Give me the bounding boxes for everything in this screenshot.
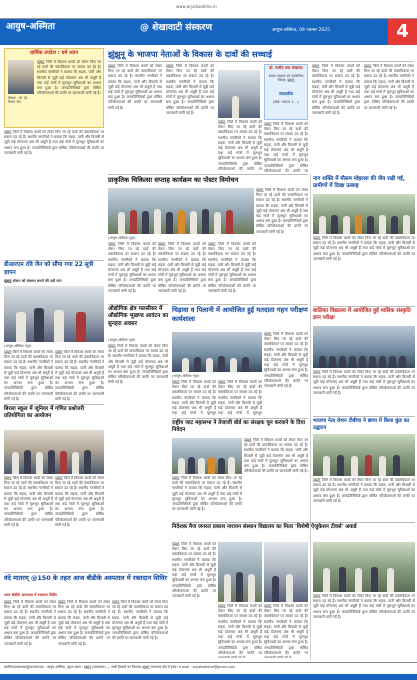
main-headline: झुंझुनू के भाजपा नेताओं के विकास के दावों की सच्चाई	[108, 49, 272, 59]
rule-s9	[313, 416, 415, 417]
main-story-col2: झुंझुनू जिले में विकास कार्यों को लेकर किए जा रहे दावों की वास्तविकता पर सवाल उठ रहे हैं। स्थानीय नागरिकों ने बताया कि सड़क, पानी और बिजली से जुड़ी कई योजनाएं अब भी अधूरी हैं तथा कई गांवों में मूलभूत सुविधाओं का अभाव बना हुआ है। जनप्रतिनिधियों द्वारा घोषित परियोजनाओं की प्रगति पर जानकारी मांगी गई है।	[166, 64, 214, 115]
story1-text-right: झुंझुनू जिले में विकास कार्यों को लेकर किए जा रहे दावों की वास्तविकता पर सवाल उठ रहे हैं। स्थानीय नागरिकों ने बताया कि सड़क, पानी और बिजली से जुड़ी कई योजनाएं अब भी अधूरी हैं तथा कई गांवों में मूलभूत सुविधाओं का अभाव बना हुआ है। जनप्रतिनिधियों द्वारा घोषित परियोजनाओं की प्रगति पर जानकारी मांगी गई है।	[256, 188, 308, 234]
story9-headline: भाजपा नेता रोशन टीबीया ने छापा में किया कुंड का उद्घाटन	[313, 418, 410, 431]
rule-s3	[108, 304, 168, 305]
author-photo	[8, 60, 34, 94]
main-story-col1: झुंझुनू जिले में विकास कार्यों को लेकर किए जा रहे दावों की वास्तविकता पर सवाल उठ रहे हैं। स्थानीय नागरिकों ने बताया कि सड़क, पानी और बिजली से जुड़ी कई योजनाएं अब भी अधूरी हैं तथा कई गांवों में मूलभूत सुविधाओं का अभाव बना हुआ है। जनप्रतिनिधियों द्वारा घोषित परियोजनाओं की प्रगति पर जानकारी मांगी गई है।	[108, 64, 162, 110]
rule-s1	[108, 174, 308, 175]
story1-col3: झुंझुनू जिले में विकास कार्यों को लेकर किए जा रहे दावों की वास्तविकता पर सवाल उठ रहे हैं। स्थानीय नागरिकों ने बताया कि सड़क, पानी और बिजली से जुड़ी कई योजनाएं अब भी अधूरी हैं तथा कई गांवों में मूलभूत सुविधाओं का अभाव बना हुआ है। जनप्रतिनिधियों द्वारा घोषित परियोजनाओं की प्रगति पर जानकारी मांगी गई है।	[208, 242, 256, 293]
feature-line1: डॉ. राजीव तथा शेखावत	[269, 65, 303, 70]
story10-photo2	[264, 542, 308, 602]
page-number-badge: 4	[388, 19, 417, 45]
rule-s10	[172, 522, 415, 523]
story10-photo	[218, 542, 262, 602]
story10-headline: निदेशक मैज जनरल प्रकाश नारायन संस्थान विद्यालय का मिला 'विशेषी ऐजुकेशन टीवर्स' अवार्ड	[172, 524, 357, 530]
story6-headline: बिरला स्कूल में जूनियर में गणित प्रश्नोत्तरी प्रतियोगिता का आयोजन	[4, 406, 85, 420]
story6-col1: झुंझुनू जिले में विकास कार्यों को लेकर किए जा रहे दावों की वास्तविकता पर सवाल उठ रहे हैं। स्थानीय नागरिकों ने बताया कि सड़क, पानी और बिजली से जुड़ी कई योजनाएं अब भी अधूरी हैं तथा कई गांवों में मूलभूत सुविधाओं का अभाव बना हुआ है। जनप्रतिनिधियों द्वारा घोषित परियोजनाओं की प्रगति पर जानकारी मांगी गई है।	[4, 476, 53, 527]
headline-rule	[108, 61, 414, 62]
story6-photo	[4, 430, 104, 474]
main-story-col3: झुंझुनू जिले में विकास कार्यों को लेकर किए जा रहे दावों की वास्तविकता पर सवाल उठ रहे हैं। स्थानीय नागरिकों ने बताया कि सड़क, पानी और बिजली से जुड़ी कई योजनाएं अब भी अधूरी हैं तथा कई गांवों में मूलभूत सुविधाओं का अभाव बना हुआ है। जनप्रतिनिधियों द्वारा घोषित परियोजनाओं की प्रगति पर	[218, 120, 262, 171]
sidebar-title: धार्मिक उपदेश : धर्म ध्यान	[29, 50, 78, 56]
story2-subhead: झुंझुनूं स्टेशन को जंक्शन बनाने की उठी मांग	[4, 279, 62, 283]
left-story-text: झुंझुनू जिले में विकास कार्यों को लेकर किए जा रहे दावों की वास्तविकता पर सवाल उठ रहे हैं। स्थानीय नागरिकों ने बताया कि सड़क, पानी और बिजली से जुड़ी कई योजनाएं अब भी अधूरी हैं तथा कई गांवों में मूलभूत सुविधाओं का अभाव बना हुआ है। जनप्रतिनिधियों द्वारा घोषित परियोजनाओं की प्रगति पर जानकारी मांगी गई है।	[4, 130, 104, 155]
rule-s2	[4, 260, 104, 261]
story4-col2: झुंझुनू जिले में विकास कार्यों को लेकर किए जा रहे दावों की वास्तविकता पर सवाल उठ रहे हैं। स्थानीय नागरिकों ने बताया कि सड़क, पानी और बिजली से जुड़ी कई योजनाएं अब भी अधूरी हैं तथा कई गांवों में मूलभूत	[218, 380, 262, 416]
story1-col2: झुंझुनू जिले में विकास कार्यों को लेकर किए जा रहे दावों की वास्तविकता पर सवाल उठ रहे हैं। स्थानीय नागरिकों ने बताया कि सड़क, पानी और बिजली से जुड़ी कई योजनाएं अब भी अधूरी हैं तथा कई गांवों में मूलभूत सुविधाओं का अभाव बना हुआ है। जनप्रतिनिधियों द्वारा घोषित परियोजनाओं की प्रगति पर जानकारी मांगी गई है।	[158, 242, 206, 293]
feature-line3: संपादकीय	[279, 91, 293, 96]
story8-photo	[313, 326, 415, 368]
story1-headline: प्राकृतिक चिकित्सा सप्ताह कार्यक्रम का पोस्टर विमोचन	[108, 176, 239, 184]
story4-photo	[172, 332, 262, 372]
story8-text: झुंझुनू जिले में विकास कार्यों को लेकर किए जा रहे दावों की वास्तविकता पर सवाल उठ रहे हैं। स्थानीय नागरिकों ने बताया कि सड़क, पानी और बिजली से जुड़ी कई योजनाएं अब भी अधूरी हैं तथा कई गांवों में मूलभूत सुविधाओं का अभाव बना हुआ है। जनप्रतिनिधियों द्वारा घोषित परियोजनाओं की प्रगति पर जानकारी मांगी गई है।	[313, 370, 415, 395]
story2-headline: डीआरएम रवि जैन को सौंपा गया 22 सूत्री ज्ञापन	[4, 262, 94, 276]
imprint-footer: स्वामित्व/प्रकाशक/मुद्रक/संपादक : आयुष-अस्मिता, मुद्रण स्थान : झुंझुनूं (राजस्थान) — सभी विवादों का निपटारा झुंझुनूं न्यायालय क्षेत्र में होगा। e-mail : aryahastime@gmail.com	[0, 662, 417, 680]
story1-photo	[108, 188, 254, 234]
story11-headline: वंदे मातरम् @150 के तहत आज बीडीके अस्पताल में रक्तदान शिविर	[4, 574, 168, 582]
feature-line4: (लेख: 9829 1....)	[272, 100, 300, 104]
main-story-photo	[218, 70, 260, 118]
story4-headline: चिड़ावा व पिलानी में आयोजित हुई मतदाता गहन परीक्षण कार्यशाला	[172, 306, 308, 323]
story10-col3: झुंझुनू जिले में विकास कार्यों को लेकर किए जा रहे दावों की वास्तविकता पर सवाल उठ रहे हैं। स्थानीय नागरिकों ने बताया कि सड़क, पानी और बिजली से जुड़ी कई योजनाएं अब भी अधूरी हैं तथा कई गांवों में मूलभूत सुविधाओं का अभाव बना हुआ है। जनप्रतिनिधियों द्वारा घोषित परियोजनाओं की प्रगति पर	[264, 604, 308, 655]
right-col-divider	[310, 174, 311, 660]
rule-s6	[4, 404, 104, 405]
story4-caption: (आयुष-अस्मिता न्यूज़)	[172, 374, 200, 378]
story1-col1: झुंझुनू जिले में विकास कार्यों को लेकर किए जा रहे दावों की वास्तविकता पर सवाल उठ रहे हैं। स्थानीय नागरिकों ने बताया कि सड़क, पानी और बिजली से जुड़ी कई योजनाएं अब भी अधूरी हैं तथा कई गांवों में मूलभूत सुविधाओं का अभाव बना हुआ है। जनप्रतिनिधियों द्वारा घोषित परियोजनाओं की प्रगति पर जानकारी मांगी गई है।	[108, 242, 156, 293]
story1-caption: (आयुष-अस्मिता न्यूज़)	[108, 236, 136, 240]
rule-s11	[4, 572, 168, 573]
top-url: www.aryahastime.in	[176, 4, 217, 9]
story10-photo3	[313, 542, 415, 592]
edition-label: @ शेखावाटी संस्करण	[140, 23, 212, 33]
story11-col2: झुंझुनू जिले में विकास कार्यों को लेकर किए जा रहे दावों की वास्तविकता पर सवाल उठ रहे हैं। स्थानीय नागरिकों ने बताया कि सड़क, पानी और बिजली से जुड़ी कई योजनाएं अब भी अधूरी हैं तथा कई गांवों में मूलभूत सुविधाओं का अभाव बना हुआ है। जनप्रतिनिधियों द्वारा घोषित परियोजनाओं की प्रगति पर जानकारी मांगी गई है।	[58, 600, 110, 646]
story11-col3: झुंझुनू जिले में विकास कार्यों को लेकर किए जा रहे दावों की वास्तविकता पर सवाल उठ रहे हैं। स्थानीय नागरिकों ने बताया कि सड़क, पानी और बिजली से जुड़ी कई योजनाएं अब भी अधूरी हैं तथा कई गांवों में मूलभूत सुविधाओं का अभाव बना हुआ है। जनप्रतिनिधियों द्वारा घोषित परियोजनाओं की प्रगति पर जानकारी मांगी गई है।	[112, 600, 168, 641]
story4-text-right: झुंझुनू जिले में विकास कार्यों को लेकर किए जा रहे दावों की वास्तविकता पर सवाल उठ रहे हैं। स्थानीय नागरिकों ने बताया कि सड़क, पानी और बिजली से जुड़ी कई योजनाएं अब भी अधूरी हैं तथा कई गांवों में मूलभूत सुविधाओं का अभाव बना हुआ है। जनप्रतिनिधियों द्वारा घोषित परियोजनाओं की प्रगति पर जानकारी मांगी गई है।	[264, 332, 308, 389]
footer-bar	[0, 674, 417, 680]
main-story-col4: झुंझुनू जिले में विकास कार्यों को लेकर किए जा रहे दावों की वास्तविकता पर सवाल उठ रहे हैं। स्थानीय नागरिकों ने बताया कि सड़क, पानी और बिजली से जुड़ी कई योजनाएं अब भी अधूरी हैं तथा कई गांवों में मूलभूत सुविधाओं का अभाव बना हुआ है। जनप्रतिनिधियों द्वारा घोषित परियोजनाओं की प्रगति पर	[264, 122, 308, 172]
story9-photo	[313, 434, 415, 476]
rule-s8	[313, 306, 415, 307]
story5-text: झुंझुनू जिले में विकास कार्यों को लेकर किए जा रहे दावों की वास्तविकता पर सवाल उठ रहे हैं। स्थानीय नागरिकों ने बताया कि सड़क, पानी और बिजली से जुड़ी कई योजनाएं अब भी अधूरी हैं तथा कई गांवों में मूलभूत सुविधाओं का अभाव बना हुआ है। जनप्रतिनिधियों द्वारा घोषित परियोजनाओं की प्रगति पर जानकारी मांगी गई है।	[172, 476, 242, 512]
story11-col1: झुंझुनू जिले में विकास कार्यों को लेकर किए जा रहे दावों की वास्तविकता पर सवाल उठ रहे हैं। स्थानीय नागरिकों ने बताया कि सड़क, पानी और बिजली से जुड़ी कई योजनाएं अब भी अधूरी हैं तथा कई गांवों में मूलभूत सुविधाओं का अभाव बना हुआ है। जनप्रतिनिधियों द्वारा घोषित परियोजनाओं की प्रगति पर जानकारी मांगी गई है।	[4, 600, 56, 646]
newspaper-title: आयुष-अस्मिता	[6, 22, 55, 32]
main-story-col5: झुंझुनू जिले में विकास कार्यों को लेकर किए जा रहे दावों की वास्तविकता पर सवाल उठ रहे हैं। स्थानीय नागरिकों ने बताया कि सड़क, पानी और बिजली से जुड़ी कई योजनाएं अब भी अधूरी हैं तथा कई गांवों में मूलभूत सुविधाओं का अभाव बना हुआ है। जनप्रतिनिधियों द्वारा घोषित परियोजनाओं की प्रगति पर जानकारी मांगी गई है।	[312, 64, 360, 115]
issue-date: आयुष-अस्मिता, 09 नवम्बर 2025	[272, 28, 330, 33]
story5-headline: राष्ट्रीय जाट महासभा ने तेजाजी बोर्ड का संरक्षक चुन करवाने के दिया निवेदन	[172, 420, 306, 434]
story6-col2: झुंझुनू जिले में विकास कार्यों को लेकर किए जा रहे दावों की वास्तविकता पर सवाल उठ रहे हैं। स्थानीय नागरिकों ने बताया कि सड़क, पानी और बिजली से जुड़ी कई योजनाएं अब भी अधूरी हैं तथा कई गांवों में मूलभूत सुविधाओं का अभाव बना हुआ है। जनप्रतिनिधियों द्वारा घोषित परियोजनाओं की प्रगति पर जानकारी मांगी गई है।	[55, 476, 104, 527]
sidebar-text: झुंझुनू जिले में विकास कार्यों को लेकर किए जा रहे दावों की वास्तविकता पर सवाल उठ रहे हैं। स्थानीय नागरिकों ने बताया कि सड़क, पानी और बिजली से जुड़ी कई योजनाएं अब भी अधूरी हैं तथा कई गांवों में मूलभूत सुविधाओं का अभाव बना हुआ है। जनप्रतिनिधियों द्वारा घोषित परियोजनाओं की प्रगति पर जानकारी मांगी गई है।	[37, 60, 101, 96]
story2-col1: झुंझुनू जिले में विकास कार्यों को लेकर किए जा रहे दावों की वास्तविकता पर सवाल उठ रहे हैं। स्थानीय नागरिकों ने बताया कि सड़क, पानी और बिजली से जुड़ी कई योजनाएं अब भी अधूरी हैं तथा कई गांवों में मूलभूत सुविधाओं का अभाव बना हुआ है। जनप्रतिनिधियों द्वारा घोषित परियोजनाओं की प्रगति पर जानकारी मांगी गई है।	[4, 350, 53, 401]
story11-subhead: आज बीडीके अस्पताल में रक्तदान शिविर	[4, 593, 57, 597]
story5-text-right: झुंझुनू जिले में विकास कार्यों को लेकर किए जा रहे दावों की वास्तविकता पर सवाल उठ रहे हैं। स्थानीय नागरिकों ने बताया कि सड़क, पानी और बिजली से जुड़ी कई योजनाएं अब भी अधूरी हैं तथा कई गांवों में मूलभूत सुविधाओं का अभाव बना हुआ है। जनप्रतिनिधियों द्वारा घोषित परियोजनाओं की प्रगति पर जानकारी मांगी गई है।	[244, 438, 308, 474]
rule-s5	[172, 418, 308, 419]
story7-photo	[313, 194, 415, 234]
story4-col1: झुंझुनू जिले में विकास कार्यों को लेकर किए जा रहे दावों की वास्तविकता पर सवाल उठ रहे हैं। स्थानीय नागरिकों ने बताया कि सड़क, पानी और बिजली से जुड़ी कई योजनाएं अब भी अधूरी हैं तथा कई गांवों में मूलभूत	[172, 380, 216, 416]
story2-col2: झुंझुनू जिले में विकास कार्यों को लेकर किए जा रहे दावों की वास्तविकता पर सवाल उठ रहे हैं। स्थानीय नागरिकों ने बताया कि सड़क, पानी और बिजली से जुड़ी कई योजनाएं अब भी अधूरी हैं तथा कई गांवों में मूलभूत सुविधाओं का अभाव बना हुआ है। जनप्रतिनिधियों द्वारा घोषित परियोजनाओं की प्रगति पर जानकारी मांगी गई है।	[55, 350, 104, 401]
story5-photo	[172, 438, 242, 474]
story9-text: झुंझुनू जिले में विकास कार्यों को लेकर किए जा रहे दावों की वास्तविकता पर सवाल उठ रहे हैं। स्थानीय नागरिकों ने बताया कि सड़क, पानी और बिजली से जुड़ी कई योजनाएं अब भी अधूरी हैं तथा कई गांवों में मूलभूत सुविधाओं का अभाव बना हुआ है। जनप्रतिनिधियों द्वारा घोषित परियोजनाओं की प्रगति पर जानकारी मांगी गई है।	[313, 478, 415, 503]
rule-s4	[172, 304, 308, 305]
story8-headline: बालिका विद्यालय में आयोजित हुई मासिक संस्कृति ज्ञान परीक्षा	[313, 308, 411, 322]
story3-headline: औद्योगिक क्षेत्र मलसीसर में औद्योगिक भूखण्ड आवंटन का सुनहरा अवसर	[108, 306, 169, 327]
story7-headline: नाग शक्ति में मौसम मोहल्ला की नीव रखी गई, ग्रामीणों में दिखा उत्साह	[313, 176, 405, 190]
feature-line2: स्वतंत्र पत्रकार एवं सामाजिक चिंतक, झुंझुनू	[268, 74, 304, 83]
story2-caption: (आयुष-अस्मिता न्यूज़)	[4, 344, 32, 348]
sidebar-author: लेखक : प्रो. डॉ. विजय जैन	[8, 96, 28, 105]
story10-col4: झुंझुनू जिले में विकास कार्यों को लेकर किए जा रहे दावों की वास्तविकता पर सवाल उठ रहे हैं। स्थानीय नागरिकों ने बताया कि सड़क, पानी और बिजली से जुड़ी कई योजनाएं अब भी अधूरी हैं तथा कई गांवों में मूलभूत सुविधाओं का अभाव बना हुआ है। जनप्रतिनिधियों द्वारा घोषित परियोजनाओं की प्रगति पर जानकारी मांगी गई है।	[313, 594, 415, 619]
main-story-col6: झुंझुनू जिले में विकास कार्यों को लेकर किए जा रहे दावों की वास्तविकता पर सवाल उठ रहे हैं। स्थानीय नागरिकों ने बताया कि सड़क, पानी और बिजली से जुड़ी कई योजनाएं अब भी अधूरी हैं तथा कई गांवों में मूलभूत सुविधाओं का अभाव बना हुआ है। जनप्रतिनिधियों द्वारा घोषित परियोजनाओं की प्रगति पर जानकारी मांगी गई है।	[364, 64, 414, 110]
story10-col1: झुंझुनू जिले में विकास कार्यों को लेकर किए जा रहे दावों की वास्तविकता पर सवाल उठ रहे हैं। स्थानीय नागरिकों ने बताया कि सड़क, पानी और बिजली से जुड़ी कई योजनाएं अब भी अधूरी हैं तथा कई गांवों में मूलभूत सुविधाओं का अभाव बना हुआ है। जनप्रतिनिधियों द्वारा घोषित परियोजनाओं की प्रगति पर जानकारी मांगी गई है।	[172, 542, 216, 599]
story3-text: झुंझुनू जिले में विकास कार्यों को लेकर किए जा रहे दावों की वास्तविकता पर सवाल उठ रहे हैं। स्थानीय नागरिकों ने बताया कि सड़क, पानी और बिजली से जुड़ी कई योजनाएं अब भी अधूरी हैं तथा कई गांवों में मूलभूत सुविधाओं का अभाव बना हुआ है। जनप्रतिनिधियों द्वारा घोषित परियोजनाओं की प्रगति पर जानकारी मांगी गई है।	[108, 344, 168, 385]
story2-photo	[4, 286, 104, 342]
story3-caption: (आयुष-अस्मिता न्यूज़)	[108, 338, 136, 342]
story7-text: झुंझुनू जिले में विकास कार्यों को लेकर किए जा रहे दावों की वास्तविकता पर सवाल उठ रहे हैं। स्थानीय नागरिकों ने बताया कि सड़क, पानी और बिजली से जुड़ी कई योजनाएं अब भी अधूरी हैं तथा कई गांवों में मूलभूत सुविधाओं का अभाव बना हुआ है। जनप्रतिनिधियों द्वारा घोषित परियोजनाओं की प्रगति पर जानकारी मांगी गई है।	[313, 236, 415, 261]
story10-col2: झुंझुनू जिले में विकास कार्यों को लेकर किए जा रहे दावों की वास्तविकता पर सवाल उठ रहे हैं। स्थानीय नागरिकों ने बताया कि सड़क, पानी और बिजली से जुड़ी कई योजनाएं अब भी अधूरी हैं तथा कई गांवों में मूलभूत सुविधाओं का अभाव बना हुआ है। जनप्रतिनिधियों द्वारा घोषित परियोजनाओं की प्रगति पर	[218, 604, 262, 655]
